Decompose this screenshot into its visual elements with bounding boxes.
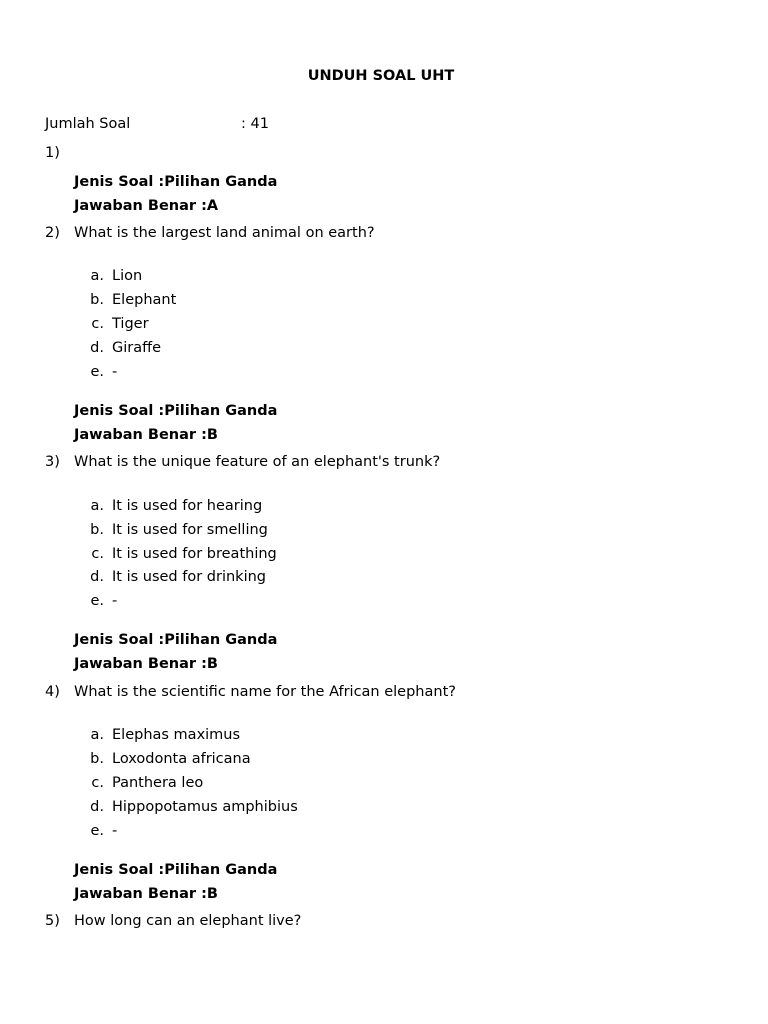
option-text: - [112, 364, 118, 380]
question-type: Jenis Soal :Pilihan Ganda [74, 862, 278, 878]
option-text: Elephant [112, 292, 177, 308]
option-text: Panthera leo [112, 775, 204, 791]
question-type: Jenis Soal :Pilihan Ganda [74, 403, 278, 419]
option-letter: d. [90, 799, 104, 815]
option-text: - [112, 823, 118, 839]
question-type: Jenis Soal :Pilihan Ganda [74, 174, 278, 190]
page-title: UNDUH SOAL UHT [307, 68, 455, 84]
correct-answer: Jawaban Benar :A [74, 198, 219, 214]
option-text: Tiger [112, 316, 149, 332]
question-number: 1) [45, 145, 60, 161]
option-letter: c. [91, 546, 104, 562]
option-text: It is used for smelling [112, 522, 268, 538]
question-type: Jenis Soal :Pilihan Ganda [74, 632, 278, 648]
option-letter: d. [90, 569, 104, 585]
option-letter: a. [90, 268, 104, 284]
question-text: What is the scientific name for the African elephant? [74, 684, 456, 700]
question-count-value: : 41 [241, 116, 269, 132]
option-text: - [112, 593, 118, 609]
question-number: 3) [45, 454, 60, 470]
option-letter: a. [90, 498, 104, 514]
question-number: 4) [45, 684, 60, 700]
option-letter: c. [91, 316, 104, 332]
question-number: 2) [45, 225, 60, 241]
option-letter: b. [90, 751, 104, 767]
option-text: It is used for drinking [112, 569, 266, 585]
option-text: It is used for breathing [112, 546, 277, 562]
correct-answer: Jawaban Benar :B [74, 427, 218, 443]
option-letter: b. [90, 522, 104, 538]
option-letter: e. [90, 364, 104, 380]
option-text: Elephas maximus [112, 727, 241, 743]
question-text: How long can an elephant live? [74, 913, 302, 929]
question-count-label: Jumlah Soal [45, 116, 131, 132]
correct-answer: Jawaban Benar :B [74, 886, 218, 902]
option-letter: c. [91, 775, 104, 791]
option-letter: b. [90, 292, 104, 308]
option-text: Lion [112, 268, 143, 284]
option-letter: a. [90, 727, 104, 743]
option-text: Loxodonta africana [112, 751, 251, 767]
question-text: What is the largest land animal on earth? [74, 225, 375, 241]
option-text: It is used for hearing [112, 498, 263, 514]
option-text: Giraffe [112, 340, 162, 356]
option-letter: e. [90, 823, 104, 839]
option-letter: e. [90, 593, 104, 609]
question-number: 5) [45, 913, 60, 929]
option-letter: d. [90, 340, 104, 356]
question-text: What is the unique feature of an elephant's trunk? [74, 454, 441, 470]
option-text: Hippopotamus amphibius [112, 799, 298, 815]
correct-answer: Jawaban Benar :B [74, 656, 218, 672]
